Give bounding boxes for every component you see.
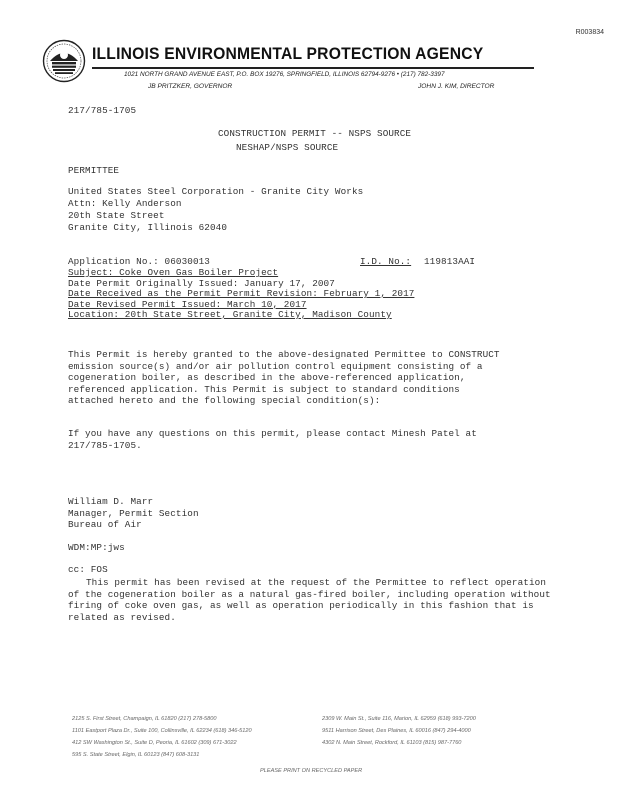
permittee-line: Granite City, Illinois 62040 bbox=[68, 222, 228, 233]
footer-office-line: 9511 Harrison Street, Des Plaines, IL 60016 (847) 294-4000 bbox=[322, 728, 471, 734]
footer-office-line: 2125 S. First Street, Champaign, IL 61820 (217) 278-5800 bbox=[72, 716, 217, 722]
footer-office-line: 2309 W. Main St., Suite 116, Marion, IL 62959 (618) 993-7200 bbox=[322, 716, 476, 722]
id-number: 119813AAI bbox=[424, 256, 476, 267]
application-details bbox=[68, 267, 414, 320]
footer-office-line: 4302 N. Main Street, Rockford, IL 61103 (815) 987-7760 bbox=[322, 740, 462, 746]
permittee-label: PERMITTEE bbox=[68, 165, 120, 176]
governor-name: JB PRITZKER, GOVERNOR bbox=[148, 83, 233, 90]
body-line: referenced application. This Permit is subject to standard conditions bbox=[68, 383, 460, 395]
signature-line: Manager, Permit Section bbox=[68, 507, 199, 519]
permittee-block bbox=[68, 186, 363, 234]
contact-line: If you have any questions on this permit, please contact Minesh Patel at bbox=[68, 428, 477, 439]
director-name: JOHN J. KIM, DIRECTOR bbox=[418, 83, 495, 90]
footer-offices-left bbox=[72, 716, 252, 764]
id-label: I.D. No.: bbox=[360, 256, 412, 267]
subject-line: Subject: Coke Oven Gas Boiler Project bbox=[68, 267, 279, 278]
footer-offices-right bbox=[322, 716, 476, 752]
body-line: cogeneration boiler, as described in the above-referenced application, bbox=[68, 372, 466, 383]
phone-reference: 217/785-1705 bbox=[68, 105, 137, 116]
revision-received-line: Date Received as the Permit Permit Revision: February 1, 2017 bbox=[68, 288, 415, 299]
contact-line: 217/785-1705. bbox=[68, 439, 142, 451]
footer-office-line: 1101 Eastport Plaza Dr., Suite 100, Collinsville, IL 62234 (618) 346-5120 bbox=[72, 728, 252, 734]
note-line: of the cogeneration boiler as a natural gas-fired boiler, including operation without bbox=[68, 588, 551, 600]
permittee-line: Attn: Kelly Anderson bbox=[68, 198, 182, 209]
note-line: firing of coke oven gas, as well as operation periodically in this fashion that is bbox=[68, 600, 534, 611]
document-id: R003834 bbox=[575, 29, 604, 36]
recycled-paper-notice: PLEASE PRINT ON RECYCLED PAPER bbox=[260, 768, 363, 774]
permit-body-paragraph bbox=[68, 349, 500, 407]
permit-subtitle: NESHAP/NSPS SOURCE bbox=[236, 142, 339, 153]
note-line: This permit has been revised at the request of the Permittee to reflect operation bbox=[86, 577, 547, 588]
revised-issue-line: Date Revised Permit Issued: March 10, 2017 bbox=[68, 298, 307, 310]
cc-line: cc: FOS bbox=[68, 564, 108, 575]
permittee-line: United States Steel Corporation - Granite City Works bbox=[68, 186, 364, 197]
signature-line: Bureau of Air bbox=[68, 519, 142, 530]
signer-initials: WDM:MP:jws bbox=[68, 542, 125, 553]
footer-office-line: 412 SW Washington St., Suite D, Peoria, IL 61602 (309) 671-3022 bbox=[72, 740, 237, 746]
permit-title: CONSTRUCTION PERMIT -- NSPS SOURCE bbox=[218, 128, 412, 139]
revision-note-paragraph bbox=[68, 577, 551, 623]
application-number: Application No.: 06030013 bbox=[68, 256, 210, 267]
note-line: related as revised. bbox=[68, 611, 176, 623]
agency-seal bbox=[42, 39, 86, 83]
body-line: emission source(s) and/or air pollution control equipment consisting of a bbox=[68, 360, 483, 372]
body-line: This Permit is hereby granted to the above-designated Permittee to CONSTRUCT bbox=[68, 349, 500, 360]
header-rule bbox=[92, 67, 534, 69]
location-line: Location: 20th State Street, Granite City, Madison County bbox=[68, 309, 392, 320]
permittee-line: 20th State Street bbox=[68, 210, 165, 221]
agency-address: 1021 NORTH GRAND AVENUE EAST, P.O. BOX 19276, SPRINGFIELD, ILLINOIS 62794-9276 • (217) 782-3397 bbox=[124, 71, 445, 78]
body-line: attached hereto and the following special condition(s): bbox=[68, 395, 381, 406]
signature-line: William D. Marr bbox=[68, 496, 154, 507]
signature-block bbox=[68, 496, 199, 531]
agency-name: ILLINOIS ENVIRONMENTAL PROTECTION AGENCY bbox=[92, 45, 484, 63]
contact-paragraph bbox=[68, 428, 477, 451]
footer-office-line: 595 S. State Street, Elgin, IL 60123 (847) 608-3131 bbox=[72, 752, 200, 758]
original-issue-line: Date Permit Originally Issued: January 17, 2007 bbox=[68, 277, 335, 289]
